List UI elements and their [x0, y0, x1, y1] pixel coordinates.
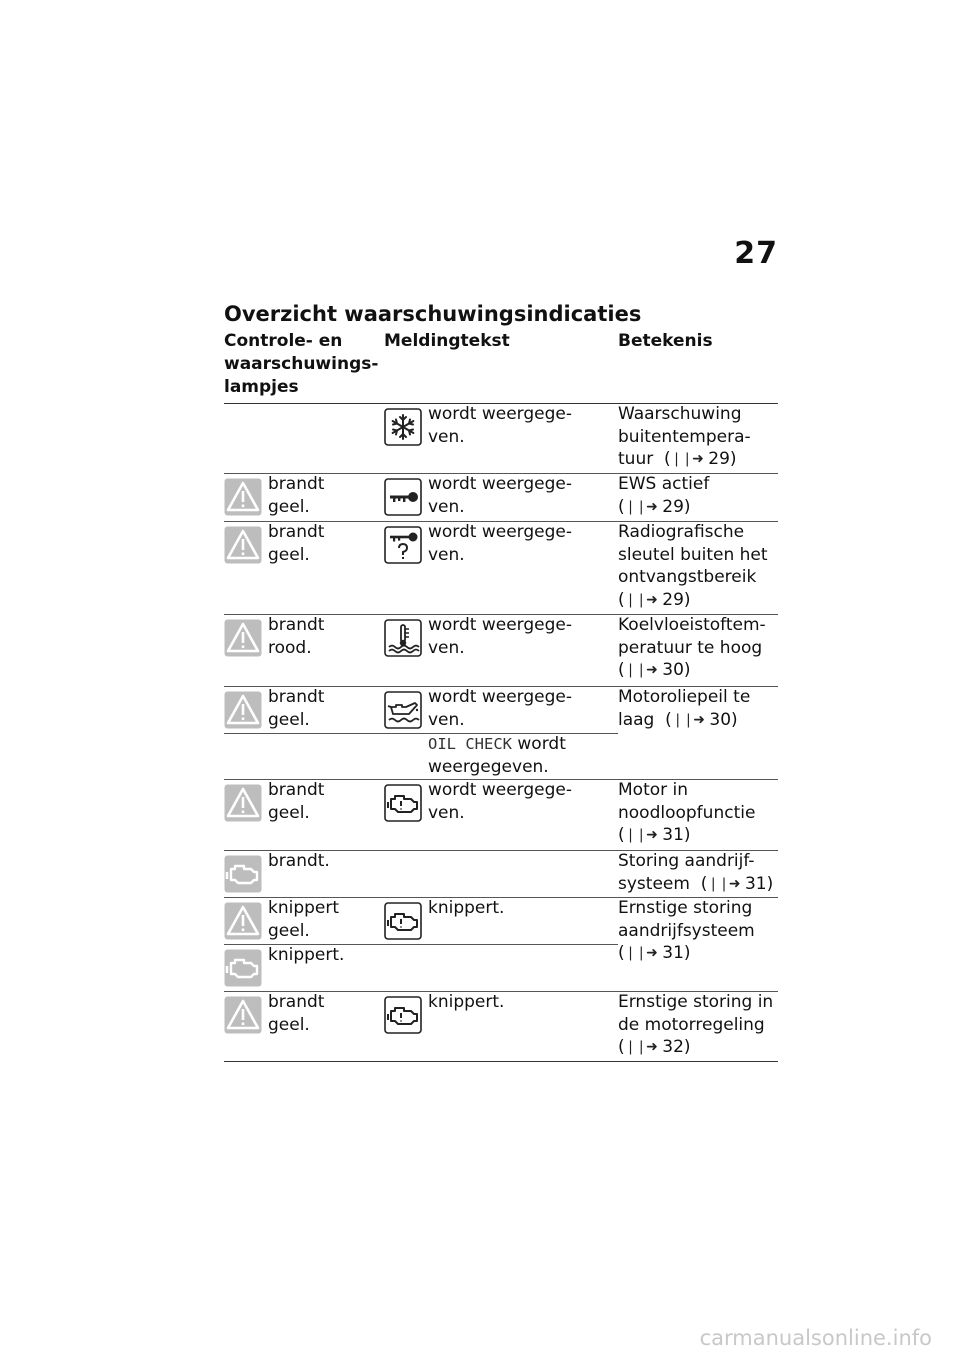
text-line: ven.: [428, 496, 465, 517]
text-line: aandrijfsysteem: [618, 920, 755, 941]
lamp-text: [268, 686, 324, 731]
text-line: ven.: [428, 802, 465, 823]
engine-lamp-icon: [224, 949, 262, 987]
warning-triangle-icon: [224, 619, 262, 657]
engine-icon: [384, 902, 422, 940]
snowflake-icon: [384, 408, 422, 446]
text-line: brandt: [268, 687, 325, 707]
text-line: geel.: [268, 1014, 310, 1035]
reference-arrow-icon: ❘❘➜: [624, 1039, 657, 1055]
text-line: knippert.: [268, 945, 345, 965]
reference-arrow-icon: ❘❘➜: [624, 498, 657, 515]
meaning-text: [618, 897, 755, 965]
text-line: brandt: [268, 474, 325, 494]
reference-arrow-icon: ❘❘➜: [624, 662, 657, 678]
header-line: lampjes: [224, 377, 299, 397]
text-line: peratuur te hoog: [618, 637, 763, 658]
table-rule: [224, 1061, 778, 1062]
text-line: systeem (❘❘➜ 31): [618, 873, 774, 894]
text-line: wordt weergege-: [428, 522, 573, 542]
message-text: [428, 897, 504, 920]
lamp-text: [268, 991, 324, 1036]
page-number: 27: [734, 236, 778, 271]
lamp-text: [268, 944, 344, 967]
text-line: [428, 733, 566, 756]
coolant-temperature-icon: [384, 619, 422, 657]
text-line: wordt weergege-: [428, 687, 573, 707]
message-text: [428, 403, 572, 448]
header-line: waarschuwings-: [224, 354, 379, 374]
reference-arrow-icon: ❘❘➜: [624, 945, 657, 961]
text-line: Motor in: [618, 780, 689, 800]
engine-icon: [384, 996, 422, 1034]
text-line: ven.: [428, 544, 465, 565]
text-line: (❘❘➜ 30): [618, 660, 691, 680]
meaning-text: [618, 473, 709, 518]
page-reference[interactable]: 29): [662, 496, 691, 517]
lamp-text: [268, 897, 339, 942]
text-line: geel.: [268, 709, 310, 730]
text-line: EWS actief: [618, 474, 710, 494]
text-line: wordt weergege-: [428, 615, 573, 635]
text-line: (❘❘➜ 31): [618, 943, 691, 963]
meaning-text: [618, 521, 768, 611]
text-line: knippert.: [428, 898, 505, 918]
text-line: (❘❘➜ 31): [618, 825, 691, 845]
text-part: wordt: [517, 734, 566, 754]
reference-arrow-icon: ❘❘➜: [624, 591, 657, 608]
text-line: geel.: [268, 920, 310, 941]
message-text: [428, 473, 572, 518]
reference-arrow-icon: ❘❘➜: [624, 827, 657, 843]
message-text: [428, 991, 504, 1014]
lamp-text: [268, 779, 324, 824]
page-reference[interactable]: 29): [662, 589, 691, 610]
column-header-message: Meldingtekst: [384, 331, 510, 351]
warning-triangle-icon: [224, 784, 262, 822]
message-text: [428, 733, 566, 778]
text-line: sleutel buiten het: [618, 544, 768, 565]
engine-icon: [384, 784, 422, 822]
text-part: laag: [618, 709, 655, 730]
lamp-text: [268, 614, 324, 659]
text-line: ontvangstbereik: [618, 567, 757, 587]
page-reference[interactable]: 31): [662, 825, 691, 845]
text-line: Ernstige storing in: [618, 992, 774, 1012]
text-line: laag (❘❘➜ 30): [618, 709, 738, 730]
text-line: Storing aandrijf-: [618, 851, 755, 871]
message-text: [428, 614, 572, 659]
text-line: brandt: [268, 522, 325, 542]
message-text: [428, 521, 572, 566]
column-header-meaning: Betekenis: [618, 331, 713, 351]
text-line: wordt weergege-: [428, 404, 573, 424]
warning-triangle-icon: [224, 478, 262, 516]
text-line: geel.: [268, 802, 310, 823]
text-line: rood.: [268, 637, 312, 658]
meaning-text: [618, 850, 773, 895]
text-part: tuur: [618, 449, 654, 469]
header-line: Controle- en: [224, 331, 343, 351]
text-line: Waarschuwing: [618, 404, 742, 424]
key-icon: [384, 478, 422, 516]
watermark-text[interactable]: carmanualsonline.info: [699, 1326, 932, 1350]
message-text: [428, 779, 572, 824]
reference-arrow-icon: ❘❘➜: [670, 451, 703, 467]
text-line: brandt.: [268, 851, 330, 871]
text-line: Motoroliepeil te: [618, 687, 751, 707]
warning-triangle-icon: [224, 691, 262, 729]
text-line: brandt: [268, 992, 325, 1012]
column-header-lamps: [224, 330, 379, 399]
text-line: noodloopfunctie: [618, 802, 756, 823]
page-reference[interactable]: 31): [662, 943, 691, 963]
text-line: Ernstige storing: [618, 898, 753, 918]
text-line: Koelvloeistoftem-: [618, 615, 766, 635]
page-reference[interactable]: 32): [662, 1037, 691, 1057]
text-line: wordt weergege-: [428, 780, 573, 800]
text-part: systeem: [618, 873, 690, 894]
display-code: OIL CHECK: [428, 735, 512, 753]
meaning-text: [618, 779, 755, 847]
reference-arrow-icon: ❘❘➜: [671, 711, 705, 728]
text-line: ven.: [428, 637, 465, 658]
oil-can-icon: [384, 691, 422, 729]
reference-arrow-icon: ❘❘➜: [707, 875, 740, 892]
meaning-text: [618, 991, 773, 1059]
page-reference[interactable]: 30): [709, 709, 738, 730]
text-line: geel.: [268, 496, 310, 517]
meaning-text: [618, 403, 751, 471]
text-line: (❘❘➜ 29): [618, 496, 691, 517]
text-line: buitentempera-: [618, 426, 751, 447]
text-line: (❘❘➜ 29): [618, 589, 691, 610]
section-heading: Overzicht waarschuwingsindicaties: [224, 302, 642, 326]
text-line: knippert: [268, 898, 340, 918]
text-line: (❘❘➜ 32): [618, 1037, 691, 1057]
text-line: ven.: [428, 426, 465, 447]
text-line: wordt weergege-: [428, 474, 573, 494]
lamp-text: [268, 473, 324, 518]
text-line: geel.: [268, 544, 310, 565]
warning-triangle-icon: [224, 902, 262, 940]
meaning-text: [618, 686, 750, 731]
text-line: tuur (❘❘➜ 29): [618, 449, 737, 469]
page-reference[interactable]: 31): [744, 873, 774, 894]
text-line: knippert.: [428, 992, 505, 1012]
lamp-text: [268, 850, 330, 873]
page-reference[interactable]: 30): [662, 660, 691, 680]
warning-triangle-icon: [224, 996, 262, 1034]
key-question-icon: [384, 526, 422, 564]
engine-lamp-icon: [224, 855, 262, 893]
text-line: de motorregeling: [618, 1014, 765, 1035]
text-line: ven.: [428, 709, 465, 730]
warning-triangle-icon: [224, 526, 262, 564]
text-line: brandt: [268, 780, 325, 800]
message-text: [428, 686, 572, 731]
text-line: Radiografische: [618, 522, 745, 542]
meaning-text: [618, 614, 766, 682]
page-reference[interactable]: 29): [708, 449, 737, 469]
text-line: weergegeven.: [428, 756, 549, 777]
lamp-text: [268, 521, 324, 566]
text-line: brandt: [268, 615, 325, 635]
